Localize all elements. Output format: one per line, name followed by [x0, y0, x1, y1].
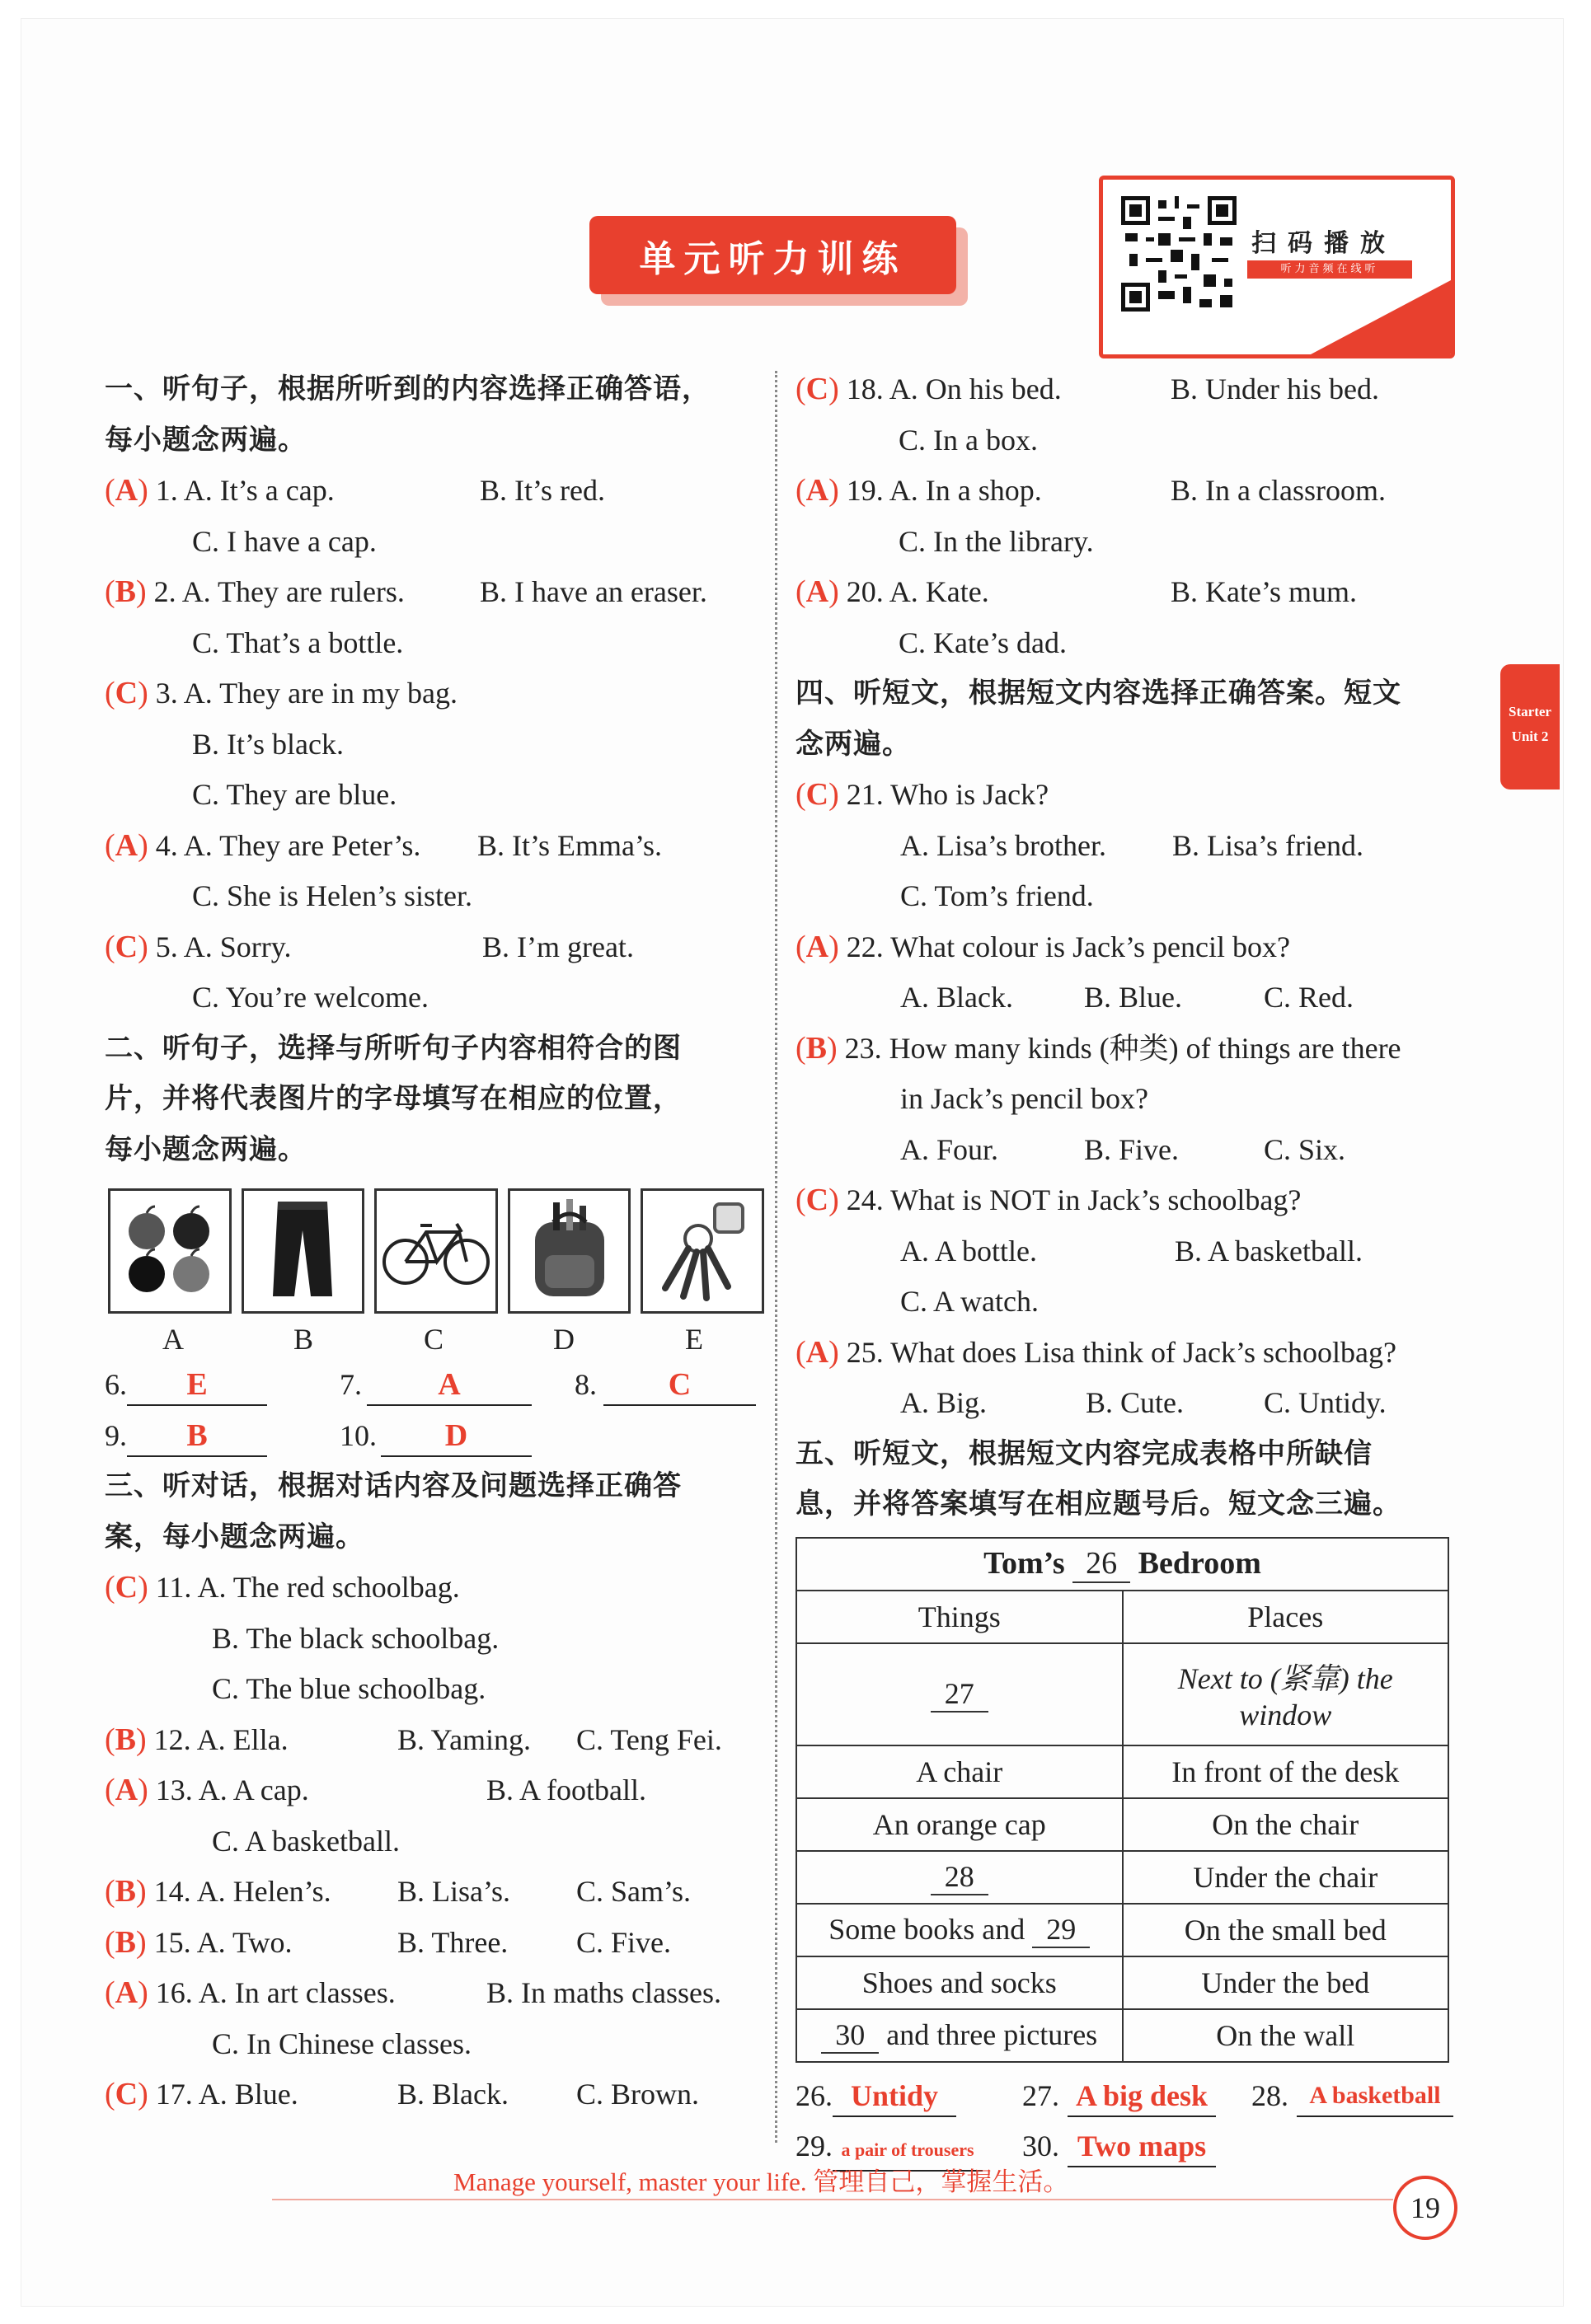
- question-17: (C) 17. A. Blue. B. Black. C. Brown.: [105, 2069, 764, 2120]
- q24-option-c: C. A watch.: [900, 1285, 1039, 1318]
- q25-option-b: B. Cute.: [1086, 1386, 1185, 1419]
- q22-option-b: B. Blue.: [1084, 981, 1183, 1014]
- q22-option-a: A. Black.: [900, 981, 1013, 1014]
- q25-option-c: C. Untidy.: [1264, 1386, 1387, 1419]
- q18-option-c: C. In a box.: [899, 423, 1038, 457]
- unit-title: 单元听力训练: [589, 216, 956, 294]
- row2-place: In front of the desk: [1123, 1745, 1449, 1798]
- table-row: [796, 1745, 1448, 1798]
- row5-thing: Some books and: [828, 1912, 1025, 1946]
- row7-thing: and three pictures: [886, 2017, 1098, 2051]
- question-16: (A) 16. A. In art classes. B. In maths classes.: [105, 1968, 764, 2019]
- label-a: A: [162, 1323, 184, 1356]
- picture-row: [108, 1188, 764, 1314]
- row3-thing: An orange cap: [796, 1798, 1123, 1851]
- q24-option-b: B. A basketball.: [1175, 1234, 1363, 1267]
- q24-question: What is NOT in Jack’s schoolbag?: [890, 1183, 1302, 1216]
- answer-4: A: [115, 827, 138, 863]
- q23-option-a: A. Four.: [900, 1132, 999, 1166]
- question-21: (C) 21. Who is Jack?: [796, 777, 1049, 812]
- picture-d-schoolbag: [508, 1188, 631, 1314]
- qr-scan-label: 扫码播放: [1251, 229, 1396, 258]
- table-row: [796, 1798, 1448, 1851]
- section5-heading-cont: 息，并将答案填写在相应题号后。短文念三遍。: [796, 1488, 1401, 1520]
- picture-b-trousers: [242, 1188, 365, 1314]
- label-d: D: [553, 1323, 575, 1356]
- section3-heading-cont: 案，每小题念两遍。: [105, 1520, 364, 1553]
- row6-place: Under the bed: [1123, 1956, 1449, 2009]
- q3-option-c: C. They are blue.: [192, 778, 397, 811]
- question-4: (A) 4. A. They are Peter’s. B. It’s Emma’s.: [105, 821, 764, 872]
- apples-icon: [120, 1202, 219, 1300]
- q21-option-c: C. Tom’s friend.: [900, 879, 1094, 912]
- side-tab-unit: Unit 2: [1511, 729, 1549, 744]
- section4-heading: 四、听短文，根据短文内容选择正确答案。短文: [796, 677, 1401, 710]
- question-13: (A) 13. A. A cap. B. A football.: [105, 1765, 764, 1816]
- section2-heading-cont: 片，并将代表图片的字母填写在相应的位置，: [105, 1082, 682, 1115]
- q18-option-b: B. Under his bed.: [1171, 372, 1379, 405]
- table-blank-26: 26: [1072, 1545, 1130, 1583]
- q25-options: [796, 1378, 1463, 1429]
- row6-thing: Shoes and socks: [796, 1956, 1123, 2009]
- question-12: (B) 12. A. Ella. B. Yaming. C. Teng Fei.: [105, 1715, 764, 1766]
- row2-thing: A chair: [796, 1745, 1123, 1798]
- answers-row-1: 26. Untidy 27. A big desk 28. A basketball: [796, 2071, 1463, 2122]
- blank-10[interactable]: D: [381, 1416, 532, 1457]
- table-blank-28: 28: [931, 1859, 988, 1895]
- picture-c-bicycle: [374, 1188, 498, 1314]
- answer-17: C: [115, 2077, 138, 2111]
- answer-14: B: [115, 1874, 137, 1909]
- q2-option-a: A. They are rulers.: [181, 575, 405, 608]
- answer-22: A: [805, 929, 829, 964]
- q24-option-a: A. A bottle.: [900, 1234, 1038, 1267]
- label-b: B: [293, 1323, 313, 1356]
- q12-option-b: B. Yaming.: [397, 1722, 532, 1756]
- section5-heading: 五、听短文，根据短文内容完成表格中所缺信: [796, 1436, 1373, 1470]
- question-2: (B) 2. A. They are rulers. B. I have an eraser.: [105, 567, 764, 618]
- table-row: [796, 2009, 1448, 2062]
- section4-heading-cont: 念两遍。: [796, 727, 911, 761]
- q24-options-ab: [796, 1226, 1463, 1277]
- question-5: (C) 5. A. Sorry. B. I’m great.: [105, 922, 764, 973]
- question-15: (B) 15. A. Two. B. Three. C. Five.: [105, 1918, 764, 1969]
- q19-option-b: B. In a classroom.: [1171, 474, 1386, 507]
- q20-option-c: C. Kate’s dad.: [899, 626, 1067, 659]
- header-places: Places: [1123, 1591, 1449, 1643]
- answer-23: B: [805, 1030, 828, 1066]
- q16-option-b: B. In maths classes.: [486, 1976, 721, 2009]
- qr-corner-decoration: [1311, 280, 1451, 354]
- q13-option-b: B. A football.: [486, 1773, 647, 1806]
- blank-6[interactable]: E: [127, 1365, 267, 1406]
- blank-8[interactable]: C: [603, 1365, 756, 1406]
- keys-icon: [649, 1197, 756, 1305]
- q21-option-b: B. Lisa’s friend.: [1172, 828, 1363, 862]
- question-18: (C) 18. A. On his bed. B. Under his bed.: [796, 364, 1463, 415]
- question-23: (B) 23. How many kinds (种类) of things are there: [796, 1030, 1401, 1066]
- q17-option-c: C. Brown.: [576, 2078, 700, 2111]
- q23-option-c: C. Six.: [1264, 1132, 1346, 1166]
- answer-19: A: [805, 473, 829, 508]
- answer-26[interactable]: Untidy: [833, 2076, 956, 2117]
- table-row: [796, 1956, 1448, 2009]
- section2-heading-end: 每小题念两遍。: [105, 1132, 307, 1166]
- q23-options: [796, 1125, 1463, 1176]
- picture-labels: [108, 1322, 764, 1356]
- page-number: 19: [1393, 2176, 1457, 2240]
- column-divider: [775, 371, 777, 2143]
- table-blank-27: 27: [931, 1676, 988, 1713]
- q13-option-c: C. A basketball.: [212, 1824, 400, 1858]
- row5-place: On the small bed: [1123, 1904, 1449, 1956]
- q16-option-c: C. In Chinese classes.: [212, 2026, 472, 2060]
- question-19: (A) 19. A. In a shop. B. In a classroom.: [796, 466, 1463, 517]
- row4-place: Under the chair: [1123, 1851, 1449, 1904]
- q20-option-a: A. Kate.: [889, 575, 989, 608]
- q14-option-b: B. Lisa’s.: [397, 1875, 511, 1908]
- q23-question: How many kinds (种类) of things are there: [889, 1031, 1401, 1065]
- answer-11: C: [115, 1570, 138, 1605]
- q21-options-ab: [796, 821, 1463, 872]
- table-blank-29: 29: [1032, 1912, 1090, 1948]
- q16-option-a: A. In art classes.: [198, 1976, 396, 2009]
- q5-option-b: B. I’m great.: [482, 930, 634, 963]
- answer-24: C: [805, 1183, 829, 1217]
- table-row: [796, 1643, 1448, 1745]
- answer-25: A: [805, 1334, 829, 1370]
- q11-option-a: A. The red schoolbag.: [197, 1571, 460, 1604]
- qr-code-icon[interactable]: [1121, 196, 1237, 312]
- label-c: C: [423, 1323, 444, 1356]
- answer-21: C: [805, 777, 829, 812]
- footer-rule: [272, 2199, 1393, 2200]
- q14-option-c: C. Sam’s.: [576, 1875, 692, 1908]
- question-11: (C) 11. A. The red schoolbag.: [105, 1570, 460, 1605]
- picture-e-keys: [641, 1188, 764, 1314]
- answer-30[interactable]: Two maps: [1068, 2126, 1216, 2167]
- q3-option-b: B. It’s black.: [192, 727, 344, 761]
- q13-option-a: A. A cap.: [198, 1773, 309, 1806]
- unit-side-tab: [1500, 664, 1560, 790]
- q25-option-a: A. Big.: [900, 1386, 988, 1419]
- section3-heading: 三、听对话，根据对话内容及问题选择正确答: [105, 1469, 682, 1502]
- bedroom-table: [796, 1537, 1449, 2063]
- answer-5: C: [115, 929, 138, 964]
- q21-question: Who is Jack?: [890, 778, 1049, 811]
- table-row: [796, 1904, 1448, 1956]
- blanks-row-2: 9. B 10. D: [105, 1411, 764, 1462]
- q5-option-a: A. Sorry.: [183, 930, 292, 963]
- bicycle-icon: [381, 1214, 491, 1288]
- q4-option-b: B. It’s Emma’s.: [477, 828, 662, 862]
- side-tab-starter: Starter: [1509, 704, 1551, 719]
- answer-3: C: [115, 676, 138, 710]
- question-1: (A) 1. A. It’s a cap. B. It’s red.: [105, 466, 764, 517]
- q21-option-a: A. Lisa’s brother.: [900, 828, 1106, 862]
- left-column: [105, 364, 764, 2120]
- q19-option-c: C. In the library.: [899, 524, 1094, 558]
- q22-question: What colour is Jack’s pencil box?: [890, 930, 1290, 963]
- q11-option-c: C. The blue schoolbag.: [212, 1672, 486, 1705]
- unit-title-banner: [589, 216, 956, 298]
- answer-28[interactable]: A basketball: [1297, 2076, 1453, 2117]
- question-14: (B) 14. A. Helen’s. B. Lisa’s. C. Sam’s.: [105, 1867, 764, 1918]
- row1-place: Next to (紧靠) the window: [1123, 1643, 1449, 1745]
- q2-option-c: C. That’s a bottle.: [192, 626, 404, 659]
- blank-9[interactable]: B: [127, 1416, 267, 1457]
- table-title: Tom’s 26 Bedroom: [796, 1538, 1448, 1591]
- answer-16: A: [115, 1975, 138, 2010]
- q14-option-a: A. Helen’s.: [196, 1875, 331, 1908]
- q4-option-c: C. She is Helen’s sister.: [192, 879, 472, 912]
- question-22: (A) 22. What colour is Jack’s pencil box?: [796, 929, 1290, 964]
- q18-option-a: A. On his bed.: [889, 372, 1062, 405]
- q17-option-a: A. Blue.: [198, 2078, 298, 2111]
- q4-option-a: A. They are Peter’s.: [183, 828, 421, 862]
- answer-13: A: [115, 1773, 138, 1807]
- answer-1: A: [115, 473, 138, 508]
- row3-place: On the chair: [1123, 1798, 1449, 1851]
- question-25: (A) 25. What does Lisa think of Jack’s schoolbag?: [796, 1334, 1396, 1370]
- label-e: E: [685, 1323, 703, 1356]
- answer-27[interactable]: A big desk: [1068, 2076, 1216, 2117]
- answer-12: B: [115, 1722, 137, 1757]
- q1-option-b: B. It’s red.: [480, 474, 605, 507]
- q11-option-b: B. The black schoolbag.: [212, 1621, 500, 1655]
- section1-heading: 一、听句子，根据所听到的内容选择正确答语，: [105, 372, 711, 405]
- q12-option-c: C. Teng Fei.: [576, 1722, 722, 1756]
- q23-question-cont: in Jack’s pencil box?: [900, 1082, 1148, 1115]
- q15-option-c: C. Five.: [576, 1925, 672, 1959]
- right-column: [796, 364, 1463, 2172]
- answers-row-2: 29. a pair of trousers 30. Two maps: [796, 2121, 1463, 2172]
- table-row: [796, 1851, 1448, 1904]
- q12-option-a: A. Ella.: [196, 1722, 289, 1756]
- q1-option-a: A. It’s a cap.: [183, 474, 335, 507]
- qr-card[interactable]: [1099, 176, 1455, 358]
- q23-option-b: B. Five.: [1084, 1132, 1180, 1166]
- row7-place: On the wall: [1123, 2009, 1449, 2062]
- answer-29[interactable]: a pair of trousers: [833, 2130, 983, 2172]
- answer-15: B: [115, 1924, 137, 1960]
- q22-option-c: C. Red.: [1264, 981, 1354, 1014]
- q5-option-c: C. You’re welcome.: [192, 981, 429, 1014]
- footer-motto: Manage yourself, master your life. 管理自己，掌握生活。: [453, 2167, 1069, 2196]
- q25-question: What does Lisa think of Jack’s schoolbag?: [890, 1335, 1396, 1369]
- answer-20: A: [805, 574, 829, 609]
- q15-option-b: B. Three.: [397, 1925, 509, 1959]
- q22-options: [796, 972, 1463, 1024]
- answer-2: B: [115, 574, 137, 609]
- q20-option-b: B. Kate’s mum.: [1171, 575, 1357, 608]
- section2-heading: 二、听句子，选择与所听句子内容相符合的图: [105, 1031, 682, 1065]
- trousers-icon: [253, 1197, 352, 1305]
- section1-heading-cont: 每小题念两遍。: [105, 423, 307, 457]
- q3-option-a: A. They are in my bag.: [183, 677, 458, 710]
- picture-a-apples: [108, 1188, 232, 1314]
- question-24: (C) 24. What is NOT in Jack’s schoolbag?: [796, 1183, 1302, 1217]
- schoolbag-icon: [520, 1197, 619, 1305]
- question-20: (A) 20. A. Kate. B. Kate’s mum.: [796, 567, 1463, 618]
- question-3: (C) 3. A. They are in my bag.: [105, 676, 458, 710]
- qr-sub-label: 听力音频在线听: [1247, 260, 1412, 279]
- blank-7[interactable]: A: [367, 1365, 532, 1406]
- q15-option-a: A. Two.: [196, 1925, 293, 1959]
- q1-option-c: C. I have a cap.: [192, 524, 377, 558]
- answer-18: C: [805, 372, 829, 406]
- q17-option-b: B. Black.: [397, 2078, 509, 2111]
- header-things: Things: [796, 1591, 1123, 1643]
- blanks-row-1: 6. E 7. A 8. C: [105, 1360, 764, 1411]
- table-blank-30: 30: [821, 2017, 879, 2054]
- q19-option-a: A. In a shop.: [889, 474, 1042, 507]
- q2-option-b: B. I have an eraser.: [480, 575, 707, 608]
